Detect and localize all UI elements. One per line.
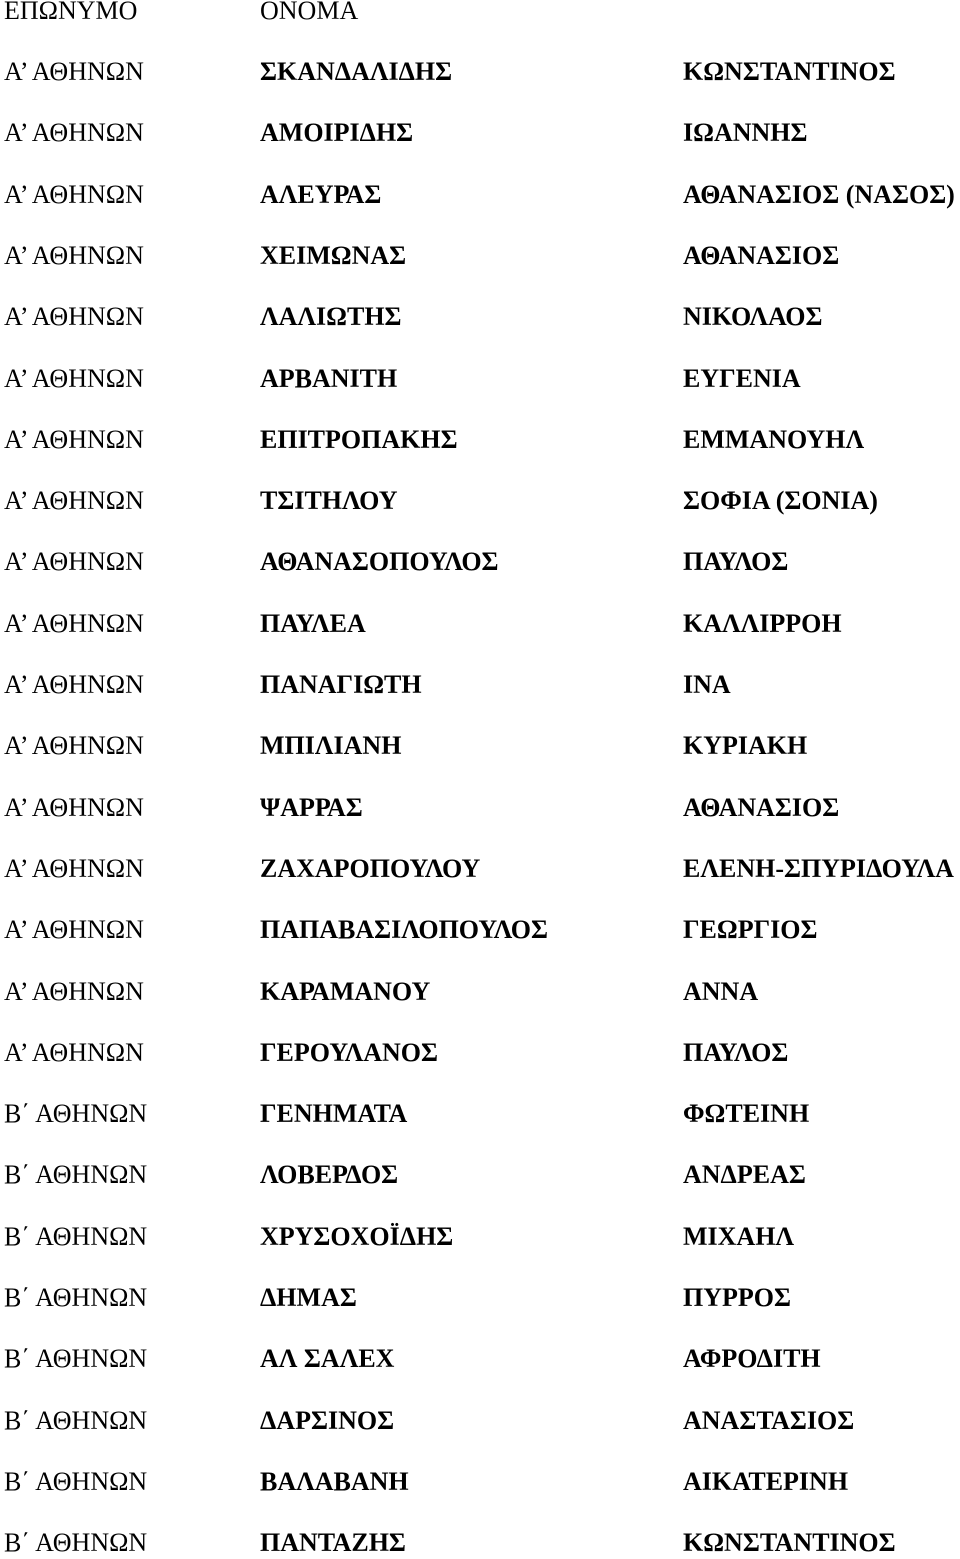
surname-cell: ΧΡΥΣΟΧΟΪΔΗΣ (260, 1222, 454, 1251)
name-cell: ΑΝΝΑ (683, 977, 759, 1006)
district-cell: Α’ ΑΘΗΝΩΝ (4, 486, 144, 515)
table-row (4, 976, 956, 1008)
district-cell: Α’ ΑΘΗΝΩΝ (4, 609, 144, 638)
name-cell: ΓΕΩΡΓΙΟΣ (683, 915, 818, 944)
name-cell: ΑΦΡΟΔΙΤΗ (683, 1344, 821, 1373)
district-cell: Β΄ ΑΘΗΝΩΝ (4, 1099, 148, 1128)
surname-cell: ΑΡΒΑΝΙΤΗ (260, 364, 398, 393)
table-row (4, 1159, 956, 1191)
district-cell: Β΄ ΑΘΗΝΩΝ (4, 1160, 148, 1189)
surname-cell: ΕΠΙΤΡΟΠΑΚΗΣ (260, 425, 458, 454)
district-cell: Α’ ΑΘΗΝΩΝ (4, 364, 144, 393)
name-cell: ΚΑΛΛΙΡΡΟΗ (683, 609, 842, 638)
name-cell: ΜΙΧΑΗΛ (683, 1222, 795, 1251)
table-row (4, 1527, 956, 1559)
table-row (4, 301, 956, 333)
surname-cell: ΠΑΠΑΒΑΣΙΛΟΠΟΥΛΟΣ (260, 915, 549, 944)
name-cell: ΠΑΥΛΟΣ (683, 547, 789, 576)
table-row (4, 853, 956, 885)
district-cell: Α’ ΑΘΗΝΩΝ (4, 854, 144, 883)
table-row (4, 914, 956, 946)
name-cell: ΑΝΑΣΤΑΣΙΟΣ (683, 1406, 855, 1435)
table-header (4, 0, 956, 27)
name-cell: ΠΑΥΛΟΣ (683, 1038, 789, 1067)
surname-cell: ΒΑΛΑΒΑΝΗ (260, 1467, 409, 1496)
table-row (4, 546, 956, 578)
district-cell: Α’ ΑΘΗΝΩΝ (4, 302, 144, 331)
district-cell: Α’ ΑΘΗΝΩΝ (4, 670, 144, 699)
district-cell: Β΄ ΑΘΗΝΩΝ (4, 1467, 148, 1496)
name-cell: ΙΝΑ (683, 670, 731, 699)
district-cell: Α’ ΑΘΗΝΩΝ (4, 793, 144, 822)
surname-cell: ΔΗΜΑΣ (260, 1283, 357, 1312)
header-surname: ΕΠΩΝΥΜΟ (4, 0, 138, 25)
surname-cell: ΖΑΧΑΡΟΠΟΥΛΟΥ (260, 854, 481, 883)
surname-cell: ΛΑΛΙΩΤΗΣ (260, 302, 402, 331)
surname-cell: ΣΚΑΝΔΑΛΙΔΗΣ (260, 57, 453, 86)
district-cell: Α’ ΑΘΗΝΩΝ (4, 915, 144, 944)
name-cell: ΦΩΤΕΙΝΗ (683, 1099, 810, 1128)
name-cell: ΕΜΜΑΝΟΥΗΛ (683, 425, 865, 454)
table-row (4, 792, 956, 824)
surname-cell: ΧΕΙΜΩΝΑΣ (260, 241, 407, 270)
name-cell: ΑΘΑΝΑΣΙΟΣ (683, 241, 840, 270)
table-row (4, 363, 956, 395)
name-cell: ΝΙΚΟΛΑΟΣ (683, 302, 823, 331)
name-cell: ΑΘΑΝΑΣΙΟΣ (683, 793, 840, 822)
district-cell: Α’ ΑΘΗΝΩΝ (4, 425, 144, 454)
name-cell: ΑΙΚΑΤΕΡΙΝΗ (683, 1467, 849, 1496)
table-row (4, 179, 956, 211)
surname-cell: ΠΑΥΛΕΑ (260, 609, 366, 638)
surname-cell: ΨΑΡΡΑΣ (260, 793, 363, 822)
district-cell: Β΄ ΑΘΗΝΩΝ (4, 1344, 148, 1373)
table-row (4, 117, 956, 149)
name-cell: ΚΩΝΣΤΑΝΤΙΝΟΣ (683, 57, 896, 86)
surname-cell: ΑΘΑΝΑΣΟΠΟΥΛΟΣ (260, 547, 499, 576)
district-cell: Β΄ ΑΘΗΝΩΝ (4, 1283, 148, 1312)
surname-cell: ΚΑΡΑΜΑΝΟΥ (260, 977, 431, 1006)
table-row (4, 608, 956, 640)
district-cell: Β΄ ΑΘΗΝΩΝ (4, 1528, 148, 1557)
table-row (4, 669, 956, 701)
surname-cell: ΓΕΡΟΥΛΑΝΟΣ (260, 1038, 439, 1067)
table-row (4, 1282, 956, 1314)
table-row (4, 56, 956, 88)
district-cell: Α’ ΑΘΗΝΩΝ (4, 1038, 144, 1067)
surname-cell: ΑΛ ΣΑΛΕΧ (260, 1344, 395, 1373)
district-cell: Α’ ΑΘΗΝΩΝ (4, 180, 144, 209)
table-row (4, 1098, 956, 1130)
surname-cell: ΔΑΡΣΙΝΟΣ (260, 1406, 395, 1435)
surname-cell: ΠΑΝΑΓΙΩΤΗ (260, 670, 422, 699)
name-cell: ΙΩΑΝΝΗΣ (683, 118, 808, 147)
surname-cell: ΛΟΒΕΡΔΟΣ (260, 1160, 399, 1189)
name-cell: ΣΟΦΙΑ (ΣΟΝΙΑ) (683, 486, 878, 515)
surname-cell: ΑΛΕΥΡΑΣ (260, 180, 382, 209)
district-cell: Β΄ ΑΘΗΝΩΝ (4, 1406, 148, 1435)
surname-cell: ΠΑΝΤΑΖΗΣ (260, 1528, 406, 1557)
district-cell: Α’ ΑΘΗΝΩΝ (4, 241, 144, 270)
table-row (4, 1343, 956, 1375)
district-cell: Β΄ ΑΘΗΝΩΝ (4, 1222, 148, 1251)
name-cell: ΕΥΓΕΝΙΑ (683, 364, 801, 393)
surname-cell: ΤΣΙΤΗΛΟΥ (260, 486, 398, 515)
name-cell: ΚΩΝΣΤΑΝΤΙΝΟΣ (683, 1528, 896, 1557)
district-cell: Α’ ΑΘΗΝΩΝ (4, 547, 144, 576)
name-cell: ΚΥΡΙΑΚΗ (683, 731, 808, 760)
surname-cell: ΑΜΟΙΡΙΔΗΣ (260, 118, 414, 147)
table-row (4, 1221, 956, 1253)
name-cell: ΑΘΑΝΑΣΙΟΣ (ΝΑΣΟΣ) (683, 180, 955, 209)
table-row (4, 730, 956, 762)
district-cell: Α’ ΑΘΗΝΩΝ (4, 977, 144, 1006)
district-cell: Α’ ΑΘΗΝΩΝ (4, 731, 144, 760)
table-row (4, 1466, 956, 1498)
table-row (4, 1405, 956, 1437)
table-row (4, 1037, 956, 1069)
district-cell: Α’ ΑΘΗΝΩΝ (4, 57, 144, 86)
surname-cell: ΜΠΙΛΙΑΝΗ (260, 731, 402, 760)
name-cell: ΑΝΔΡΕΑΣ (683, 1160, 806, 1189)
name-cell: ΕΛΕΝΗ-ΣΠΥΡΙΔΟΥΛΑ (683, 854, 954, 883)
district-cell: Α’ ΑΘΗΝΩΝ (4, 118, 144, 147)
header-name: ΟΝΟΜΑ (260, 0, 359, 25)
surname-cell: ΓΕΝΗΜΑΤΑ (260, 1099, 408, 1128)
table-row (4, 485, 956, 517)
table-row (4, 424, 956, 456)
table-row (4, 240, 956, 272)
name-cell: ΠΥΡΡΟΣ (683, 1283, 791, 1312)
